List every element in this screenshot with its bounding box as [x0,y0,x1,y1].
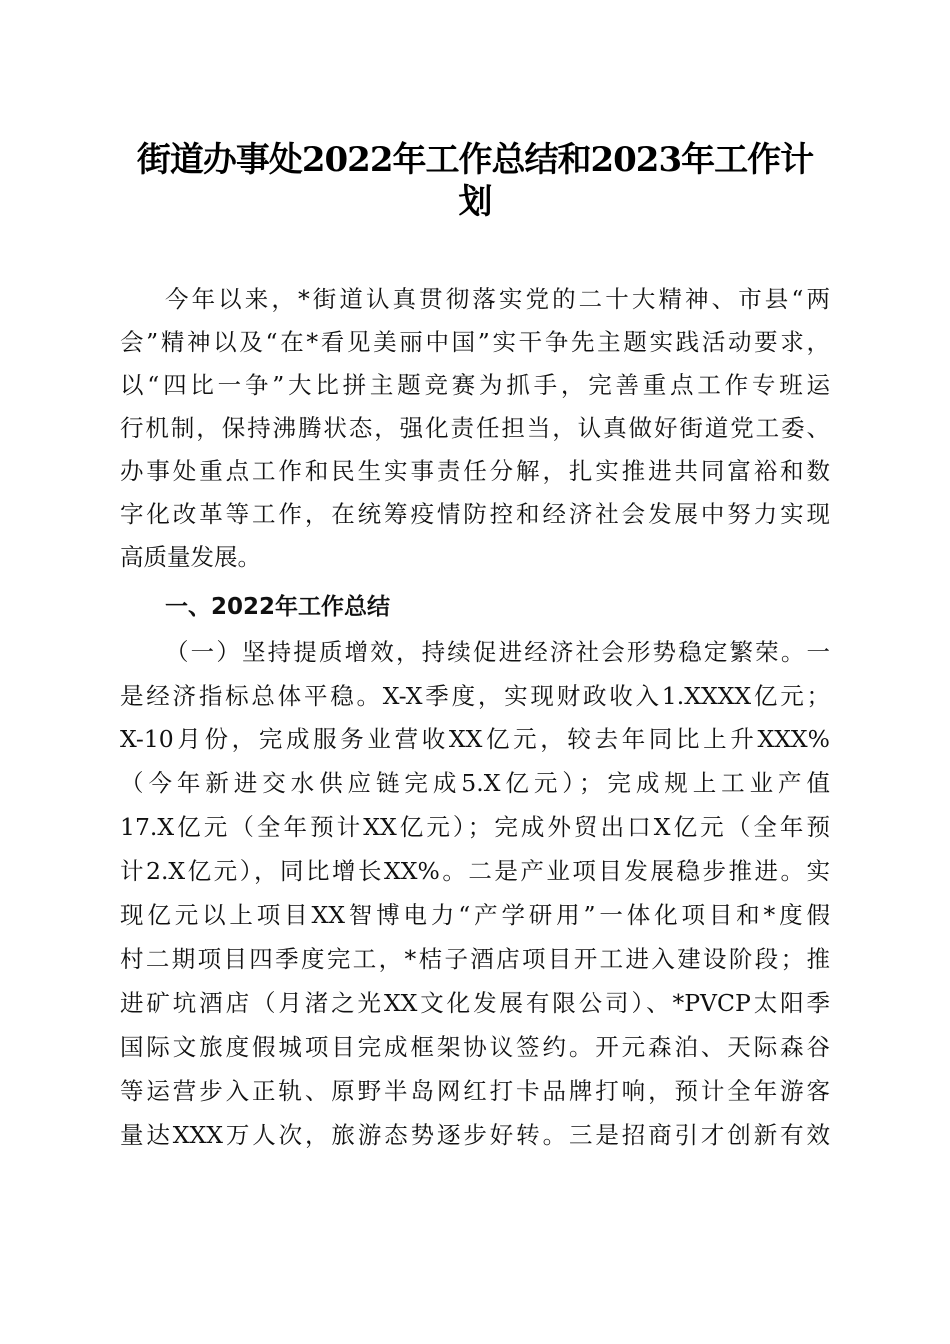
body-paragraph-line: 村二期项目四季度完工，*桔子酒店项目开工进入建设阶段；推 [120,945,830,973]
body-paragraph-line: X-10月份，完成服务业营收XX亿元，较去年同比上升XXX% [120,725,830,753]
body-paragraph-line: 进矿坑酒店（月渚之光XX文化发展有限公司）、*PVCP太阳季 [120,989,830,1017]
document-title-line-2: 划 [458,182,492,222]
body-paragraph-line: （一）坚持提质增效，持续促进经济社会形势稳定繁荣。一 [165,638,830,666]
body-paragraph-line: （今年新进交水供应链完成5.X亿元）；完成规上工业产值 [120,769,830,797]
intro-paragraph-line: 字化改革等工作，在统筹疫情防控和经济社会发展中努力实现 [120,500,830,528]
section-heading: 一、2022年工作总结 [165,594,391,620]
intro-paragraph-line: 办事处重点工作和民生实事责任分解，扎实推进共同富裕和数 [120,457,830,485]
body-paragraph-line: 现亿元以上项目XX智博电力“产学研用”一体化项目和*度假 [120,901,830,929]
intro-paragraph-line: 会”精神以及“在*看见美丽中国”实干争先主题实践活动要求， [120,328,830,356]
body-paragraph-line: 是经济指标总体平稳。X-X季度，实现财政收入1.XXXX亿元； [120,682,830,710]
intro-paragraph-line: 今年以来，*街道认真贯彻落实党的二十大精神、市县“两 [165,285,830,313]
intro-paragraph-line: 以“四比一争”大比拼主题竞赛为抓手，完善重点工作专班运 [120,371,830,399]
body-paragraph-line: 等运营步入正轨、原野半岛网红打卡品牌打响，预计全年游客 [120,1077,830,1105]
document-title-line-1: 街道办事处2022年工作总结和2023年工作计 [136,140,814,180]
intro-paragraph-line: 高质量发展。 [120,543,261,571]
body-paragraph-line: 国际文旅度假城项目完成框架协议签约。开元森泊、天际森谷 [120,1033,830,1061]
body-paragraph-line: 量达XXX万人次，旅游态势逐步好转。三是招商引才创新有效 [120,1121,830,1149]
body-paragraph-line: 计2.X亿元），同比增长XX%。二是产业项目发展稳步推进。实 [120,857,830,885]
body-paragraph-line: 17.X亿元（全年预计XX亿元）；完成外贸出口X亿元（全年预 [120,813,830,841]
intro-paragraph-line: 行机制，保持沸腾状态，强化责任担当，认真做好街道党工委、 [120,414,830,442]
